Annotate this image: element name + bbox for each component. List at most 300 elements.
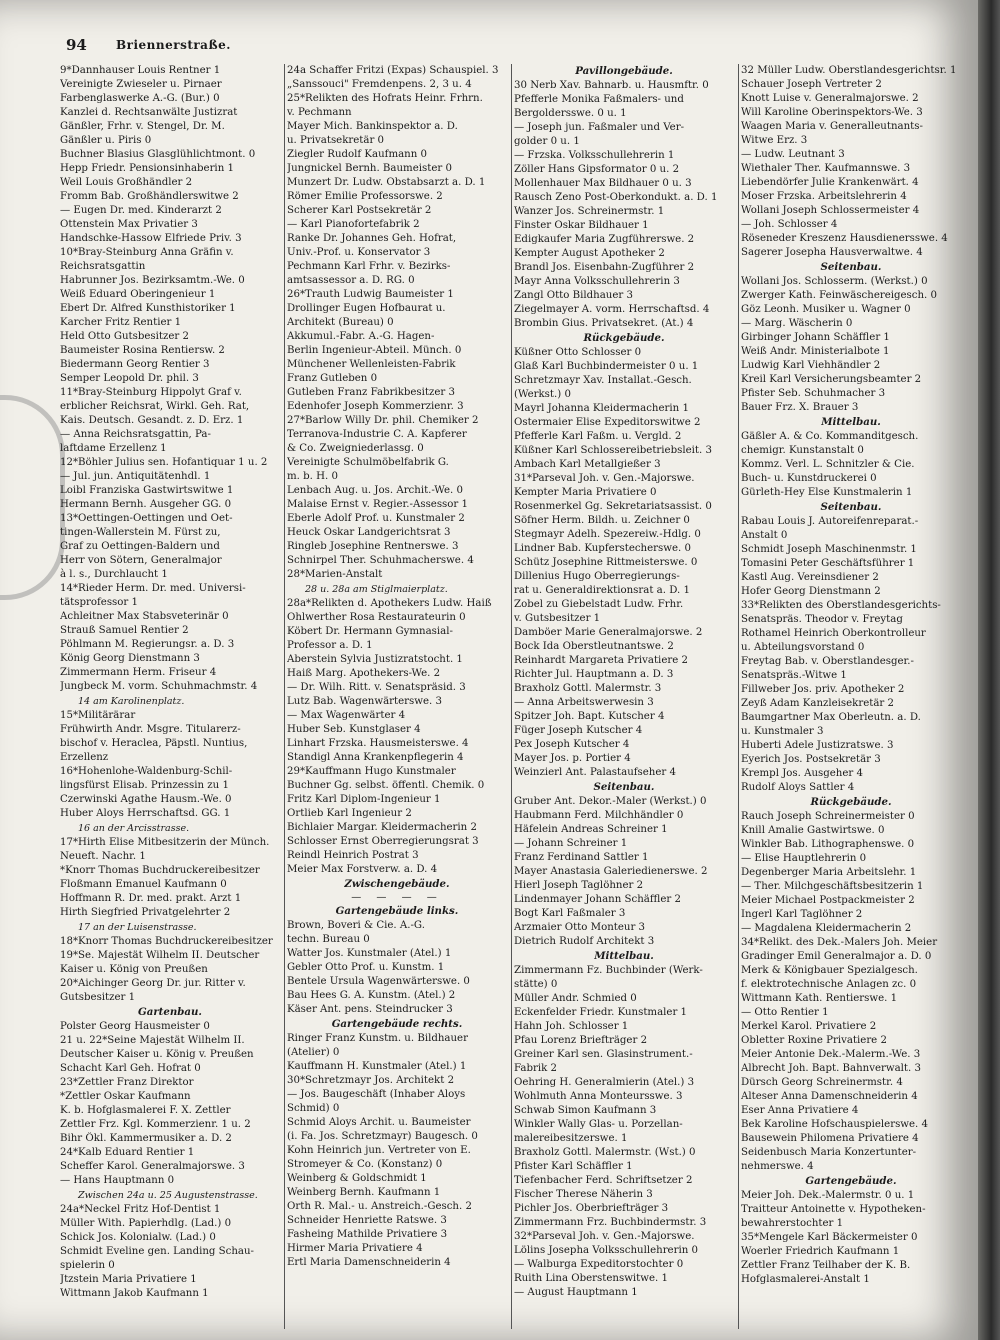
section-heading: Zwischengebäude. [344,878,450,890]
directory-entry: — Joh. Schlosser 4 [741,219,838,230]
directory-entry: Ringleb Josephine Rentnerswe. 3 [287,541,459,552]
directory-entry: Waagen Maria v. Generalleutnants- [741,121,923,132]
directory-entry: Traitteur Antoinette v. Hypotheken- [741,1204,926,1215]
directory-entry: Huber Seb. Kunstglaser 4 [287,724,421,735]
directory-entry: Drollinger Eugen Hofbaurat u. [287,303,446,314]
directory-entry: Zobel zu Giebelstadt Ludw. Frhr. [514,599,684,610]
directory-entry: Zeyß Adam Kanzleisekretär 2 [741,698,895,709]
directory-entry: Berlin Ingenieur-Abteil. Münch. 0 [287,345,462,356]
directory-entry: Ohlwerther Rosa Restaurateurin 0 [287,612,466,623]
directory-entry: 23*Zettler Franz Direktor [60,1077,194,1088]
directory-entry: Fasheing Mathilde Privatiere 3 [287,1229,448,1240]
directory-entry: Stegmayr Adelh. Spezereiw.-Hdlg. 0 [514,529,701,540]
directory-entry: bischof v. Heraclea, Päpstl. Nuntius, [60,738,248,749]
directory-entry: Hofer Georg Dienstmann 2 [741,586,881,597]
directory-entry: Weil Louis Großhändler 2 [60,177,193,188]
directory-entry: Frühwirth Andr. Msgre. Titularerz- [60,724,241,735]
directory-entry: Ludwig Karl Viehhändler 2 [741,360,881,371]
directory-entry: (Atelier) 0 [287,1047,340,1058]
directory-entry: Merkel Karol. Privatiere 2 [741,1021,877,1032]
directory-entry: Meier Max Forstverw. a. D. 4 [287,864,438,875]
directory-entry: malereibesitzerswe. 1 [514,1133,628,1144]
directory-entry: Zöller Hans Gipsformator 0 u. 2 [514,164,680,175]
directory-entry: — Marg. Wäscherin 0 [741,318,853,329]
directory-entry: Vereinigte Schulmöbelfabrik G. [287,457,449,468]
directory-entry: Damböer Marie Generalmajorswe. 2 [514,627,703,638]
directory-entry: (Werkst.) 0 [514,389,571,400]
directory-entry: 31*Parseval Joh. v. Gen.-Majorswe. [514,473,695,484]
directory-entry: Woerler Friedrich Kaufmann 1 [741,1246,900,1257]
directory-entry: Haubmann Ferd. Milchhändler 0 [514,810,684,821]
column-2 [287,64,507,1329]
directory-entry: 12*Böhler Julius sen. Hofantiquar 1 u. 2 [60,457,268,468]
directory-entry: Gänßler u. Piris 0 [60,135,152,146]
directory-entry: Herr von Sötern, Generalmajor [60,555,222,566]
directory-entry: Hahn Joh. Schlosser 1 [514,1021,629,1032]
directory-entry: Buch- u. Kunstdruckerei 0 [741,473,877,484]
directory-entry: Kaiser u. König von Preußen [60,964,208,975]
directory-entry: Jtzstein Maria Privatiere 1 [60,1274,197,1285]
directory-entry: techn. Bureau 0 [287,934,370,945]
directory-entry: 29*Kauffmann Hugo Kunstmaler [287,766,456,777]
page-binding-edge [978,0,1000,1340]
directory-entry: Schacht Karl Geh. Hofrat 0 [60,1063,201,1074]
directory-entry: Hierl Joseph Taglöhner 2 [514,880,644,891]
directory-entry: Moser Frzska. Arbeitslehrerin 4 [741,191,907,202]
directory-entry: Semper Leopold Dr. phil. 3 [60,373,199,384]
directory-entry: 10*Bray-Steinburg Anna Gräfin v. [60,247,234,258]
column-1 [60,64,280,1329]
section-heading: Mittelbau. [821,416,881,428]
directory-entry: Lindner Bab. Kupferstecherswe. 0 [514,543,691,554]
directory-entry: Lenbach Aug. u. Jos. Archit.-We. 0 [287,485,463,496]
directory-entry: 28*Marien-Anstalt [287,569,383,580]
directory-entry: Bau Hees G. A. Kunstm. (Atel.) 2 [287,990,456,1001]
directory-entry: „Sanssouci" Fremdenpens. 2, 3 u. 4 [287,79,472,90]
directory-entry: spielerin 0 [60,1260,115,1271]
directory-entry: Witwe Erz. 3 [741,135,808,146]
directory-entry: (i. Fa. Jos. Schretzmayr) Baugesch. 0 [287,1131,478,1142]
directory-entry: v. Gutsbesitzer 1 [514,613,601,624]
directory-entry: Lutz Bab. Wagenwärterswe. 3 [287,696,442,707]
directory-entry: Füger Joseph Kutscher 4 [514,725,643,736]
directory-entry: Dietrich Rudolf Architekt 3 [514,936,655,947]
directory-entry: Gruber Ant. Dekor.-Maler (Werkst.) 0 [514,796,707,807]
location-note: 16 an der Arcisstrasse. [78,823,190,834]
directory-entry: Weiß Eduard Oberingenieur 1 [60,289,216,300]
directory-entry: Göz Leonh. Musiker u. Wagner 0 [741,304,911,315]
directory-entry: Fabrik 2 [514,1063,557,1074]
directory-entry: Bek Karoline Hofschauspielerswe. 4 [741,1119,929,1130]
directory-entry: Wollani Jos. Schlosserm. (Werkst.) 0 [741,276,928,287]
directory-entry: Albrecht Joh. Bapt. Bahnverwalt. 3 [741,1063,921,1074]
directory-entry: Greiner Karl sen. Glasinstrument.- [514,1049,693,1060]
section-heading: Gartengebäude links. [335,905,459,917]
directory-entry: Kempter August Apotheker 2 [514,248,665,259]
directory-entry: 27*Barlow Willy Dr. phil. Chemiker 2 [287,415,479,426]
section-heading: Seitenbau. [593,781,655,793]
directory-entry: Wohlmuth Anna Monteursswe. 3 [514,1091,683,1102]
directory-entry: Winkler Wally Glas- u. Porzellan- [514,1119,683,1130]
directory-entry: Hoffmann R. Dr. med. prakt. Arzt 1 [60,893,242,904]
directory-entry: Ingerl Karl Taglöhner 2 [741,909,863,920]
directory-entry: Knill Amalie Gastwirtswe. 0 [741,825,885,836]
directory-entry: — Elise Hauptlehrerin 0 [741,853,867,864]
directory-entry: 24*Kalb Eduard Rentier 1 [60,1147,195,1158]
directory-entry: Weinberg & Goldschmidt 1 [287,1173,427,1184]
directory-entry: tätsprofessor 1 [60,597,138,608]
directory-entry: Müller With. Papierhdlg. (Lad.) 0 [60,1218,232,1229]
directory-entry: Dillenius Hugo Oberregierungs- [514,571,680,582]
section-heading: Rückgebäude. [583,332,665,344]
directory-entry: — Anna Arbeitswerwesin 3 [514,697,654,708]
directory-entry: Pfister Seb. Schuhmacher 3 [741,388,886,399]
directory-entry: — Otto Rentier 1 [741,1007,829,1018]
directory-entry: 30 Nerb Xav. Bahnarb. u. Hausmftr. 0 [514,80,709,91]
directory-entry: Rothamel Heinrich Oberkontrolleur [741,628,926,639]
directory-entry: Deutscher Kaiser u. König v. Preußen [60,1049,254,1060]
directory-entry: Buchner Blasius Glasglühlichtmont. 0 [60,149,256,160]
directory-entry: Mayrl Johanna Kleidermacherin 1 [514,403,689,414]
directory-entry: — Magdalena Kleidermacherin 2 [741,923,912,934]
directory-entry: Pechmann Karl Frhr. v. Bezirks- [287,261,451,272]
directory-entry: Schretzmayr Xav. Installat.-Gesch. [514,375,692,386]
directory-entry: Meier Michael Postpackmeister 2 [741,895,915,906]
directory-entry: chemigr. Kunstanstalt 0 [741,445,864,456]
directory-entry: Architekt (Bureau) 0 [287,317,394,328]
directory-entry: 14*Rieder Herm. Dr. med. Universi- [60,583,246,594]
directory-entry: Küßner Karl Schlossereibetriebsleit. 3 [514,445,712,456]
directory-entry: 33*Relikten des Oberstlandesgerichts- [741,600,941,611]
directory-entry: Anstalt 0 [741,530,788,541]
directory-entry: Zettler Frz. Kgl. Kommerzienr. 1 u. 2 [60,1119,251,1130]
directory-entry: Zwerger Kath. Feinwäschereigesch. 0 [741,290,938,301]
directory-entry: Franz Gutleben 0 [287,373,378,384]
directory-entry: Girbinger Johann Schäffler 1 [741,332,890,343]
directory-entry: Degenberger Maria Arbeitslehr. 1 [741,867,917,878]
directory-entry: Winkler Bab. Lithographenswe. 0 [741,839,915,850]
directory-entry: Bauer Frz. X. Brauer 3 [741,402,859,413]
directory-entry: Weinberg Bernh. Kaufmann 1 [287,1187,441,1198]
directory-entry: Mayr Anna Volksschullehrerin 3 [514,276,680,287]
directory-entry: *Knorr Thomas Buchdruckereibesitzer [60,865,260,876]
directory-entry: amtsassessor a. D. RG. 0 [287,275,415,286]
directory-entry: Pfau Lorenz Briefträger 2 [514,1035,648,1046]
directory-entry: Arzmaier Otto Monteur 3 [514,922,646,933]
directory-entry: Schneider Henriette Ratswe. 3 [287,1215,447,1226]
directory-entry: 21 u. 22*Seine Majestät Wilhelm II. [60,1035,245,1046]
directory-entry: — Frzska. Volksschullehrerin 1 [514,150,675,161]
directory-entry: Floßmann Emanuel Kaufmann 0 [60,879,227,890]
directory-entry: Braxholz Gottl. Malermstr. 3 [514,683,662,694]
directory-entry: Zangl Otto Bildhauer 3 [514,290,633,301]
directory-entry: f. elektrotechnische Anlagen zc. 0 [741,979,917,990]
location-note: 14 am Karolinenplatz. [78,696,185,707]
directory-entry: Fischer Therese Näherin 3 [514,1189,653,1200]
directory-entry: Mayer Anastasia Galeriedienerswe. 2 [514,866,708,877]
directory-entry: 30*Schretzmayr Jos. Architekt 2 [287,1075,455,1086]
directory-entry: Gutsbesitzer 1 [60,992,136,1003]
directory-entry: 16*Hohenlohe-Waldenburg-Schil- [60,766,233,777]
directory-entry: Achleitner Max Stabsveterinär 0 [60,611,229,622]
directory-entry: Hermann Bernh. Ausgeher GG. 0 [60,499,232,510]
directory-entry: 18*Knorr Thomas Buchdruckereibesitzer [60,936,273,947]
directory-entry: Römer Emilie Professorswe. 2 [287,191,443,202]
directory-entry: Freytag Bab. v. Oberstlandesger.- [741,656,914,667]
directory-entry: Malaise Ernst v. Regier.-Assessor 1 [287,499,468,510]
directory-entry: 20*Aichinger Georg Dr. jur. Ritter v. [60,978,246,989]
directory-columns [60,64,960,1334]
directory-entry: — Max Wagenwärter 4 [287,710,406,721]
directory-entry: — Eugen Dr. med. Kinderarzt 2 [60,205,222,216]
directory-entry: Buchner Gg. selbst. öffentl. Chemik. 0 [287,780,485,791]
directory-entry: Schmid Aloys Archit. u. Baumeister [287,1117,471,1128]
directory-entry: bewahrerstochter 1 [741,1218,844,1229]
directory-entry: Fritz Karl Diplom-Ingenieur 1 [287,794,441,805]
directory-entry: Brandl Jos. Eisenbahn-Zugführer 2 [514,262,695,273]
directory-entry: 32*Parseval Joh. v. Gen.-Majorswe. [514,1231,695,1242]
directory-entry: — Ludw. Leutnant 3 [741,149,845,160]
directory-entry: — Joseph jun. Faßmaler und Ver- [514,122,685,133]
directory-entry: 15*Militärärar [60,710,136,721]
directory-entry: 19*Se. Majestät Wilhelm II. Deutscher [60,950,260,961]
directory-entry: — Jul. jun. Antiquitätenhdl. 1 [60,471,211,482]
section-heading: Gartenbau. [138,1006,202,1018]
page-number: 94 [66,36,87,54]
directory-entry: Häfelein Andreas Schreiner 1 [514,824,668,835]
directory-entry: Eser Anna Privatiere 4 [741,1105,859,1116]
directory-entry: — Karl Pianofortefabrik 2 [287,219,420,230]
directory-entry: Kauffmann H. Kunstmaler (Atel.) 1 [287,1061,467,1072]
directory-entry: Mayer Mich. Bankinspektor a. D. [287,121,458,132]
directory-entry: Zimmermann Frz. Buchbindermstr. 3 [514,1217,707,1228]
directory-entry: golder 0 u. 1 [514,136,580,147]
directory-entry: Pfefferle Karl Faßm. u. Vergld. 2 [514,431,682,442]
directory-entry: Meier Antonie Dek.-Malerm.-We. 3 [741,1049,921,1060]
directory-entry: à l. s., Durchlaucht 1 [60,569,168,580]
directory-entry: Senatspräs. Theodor v. Freytag [741,614,903,625]
directory-entry: Finster Oskar Bildhauer 1 [514,220,649,231]
paper-clip-shadow [0,395,65,600]
directory-entry: 35*Mengele Karl Bäckermeister 0 [741,1232,918,1243]
directory-entry: König Georg Dienstmann 3 [60,653,200,664]
directory-entry: Heuck Oskar Landgerichtsrat 3 [287,527,451,538]
location-note: Zwischen 24a u. 25 Augustenstrasse. [78,1190,258,1201]
directory-entry: Baumeister Rosina Rentiersw. 2 [60,345,225,356]
directory-entry: Ziegler Rudolf Kaufmann 0 [287,149,428,160]
directory-entry: Käser Ant. pens. Steindrucker 3 [287,1004,453,1015]
directory-entry: 17*Hirth Elise Mitbesitzerin der Münch. [60,837,270,848]
directory-entry: — Hans Hauptmann 0 [60,1175,175,1186]
directory-entry: Söfner Herm. Bildh. u. Zeichner 0 [514,515,690,526]
directory-entry: u. Privatsekretär 0 [287,135,385,146]
directory-entry: Handschke-Hassow Elfriede Priv. 3 [60,233,242,244]
directory-entry: Pöhlmann M. Regierungsr. a. D. 3 [60,639,235,650]
directory-entry: lingsfürst Elisab. Prinzessin zu 1 [60,780,229,791]
directory-entry: Gutleben Franz Fabrikbesitzer 3 [287,387,455,398]
directory-entry: u. Abteilungsvorstand 0 [741,642,865,653]
directory-entry: Weinzierl Ant. Palastaufseher 4 [514,767,676,778]
directory-entry: 34*Relikt. des Dek.-Malers Joh. Meier [741,937,938,948]
directory-entry: 11*Bray-Steinburg Hippolyt Graf v. [60,387,242,398]
directory-entry: Knott Luise v. Generalmajorswe. 2 [741,93,919,104]
directory-entry: Bausewein Philomena Privatiere 4 [741,1133,919,1144]
directory-entry: Eyerich Jos. Postsekretär 3 [741,754,881,765]
directory-entry: Franz Ferdinand Sattler 1 [514,852,649,863]
directory-entry: Erzellenz [60,752,109,763]
directory-entry: — Johann Schreiner 1 [514,838,628,849]
directory-entry: Meier Joh. Dek.-Malermstr. 0 u. 1 [741,1190,915,1201]
section-heading: Pavillongebäude. [575,65,673,77]
directory-entry: Krempl Jos. Ausgeher 4 [741,768,863,779]
street-name: Briennerstraße. [116,38,231,52]
directory-entry: Professor a. D. 1 [287,640,373,651]
section-divider: — — — — [351,892,443,903]
directory-entry: Gäßler A. & Co. Kommanditgesch. [741,431,919,442]
directory-entry: Brombin Gius. Privatsekret. (At.) 4 [514,318,694,329]
directory-entry: Kastl Aug. Vereinsdiener 2 [741,572,879,583]
directory-entry: Held Otto Gutsbesitzer 2 [60,331,189,342]
directory-entry: Pfister Karl Schäffler 1 [514,1161,633,1172]
directory-entry: Orth R. Mal.- u. Anstreich.-Gesch. 2 [287,1201,472,1212]
directory-entry: m. b. H. 0 [287,471,338,482]
directory-entry: K. b. Hofglasmalerei F. X. Zettler [60,1105,231,1116]
directory-entry: Merk & Königbauer Spezialgesch. [741,965,918,976]
directory-entry: 32 Müller Ludw. Oberstlandesgerichtsr. 1 [741,65,957,76]
directory-entry: Hepp Friedr. Pensionsinhaberin 1 [60,163,234,174]
directory-entry: Müller Andr. Schmied 0 [514,993,637,1004]
directory-entry: Gebler Otto Prof. u. Kunstm. 1 [287,962,445,973]
directory-entry: Scherer Karl Postsekretär 2 [287,205,432,216]
directory-entry: 24a*Neckel Fritz Hof-Dentist 1 [60,1204,221,1215]
directory-entry: — Jos. Baugeschäft (Inhaber Aloys [287,1089,466,1100]
directory-entry: Reindl Heinrich Postrat 3 [287,850,419,861]
directory-entry: Akkumul.-Fabr. A.-G. Hagen- [287,331,435,342]
directory-entry: rat u. Generaldirektionsrat a. D. 1 [514,585,690,596]
directory-entry: Hirmer Maria Privatiere 4 [287,1243,423,1254]
directory-entry: u. Kunstmaler 3 [741,726,824,737]
directory-entry: Mollenhauer Max Bildhauer 0 u. 3 [514,178,692,189]
directory-entry: Kreil Karl Versicherungsbeamter 2 [741,374,922,385]
directory-entry: — August Hauptmann 1 [514,1287,638,1298]
directory-entry: & Co. Zweigniederlassg. 0 [287,443,424,454]
directory-entry: Bihr Ökl. Kammermusiker a. D. 2 [60,1133,232,1144]
directory-entry: Liebendörfer Julie Krankenwärt. 4 [741,177,919,188]
directory-entry: Wanzer Jos. Schreinermstr. 1 [514,206,665,217]
directory-entry: 25*Relikten des Hofrats Heinr. Frhrn. [287,93,483,104]
directory-entry: Bergoldersswe. 0 u. 1 [514,108,627,119]
directory-entry: Alteser Anna Damenschneiderin 4 [741,1091,918,1102]
directory-entry: Schick Jos. Kolonialw. (Lad.) 0 [60,1232,216,1243]
directory-entry: Köbert Dr. Hermann Gymnasial- [287,626,453,637]
directory-entry: Ertl Maria Damenschneiderin 4 [287,1257,451,1268]
directory-entry: Wittmann Kath. Rentierswe. 1 [741,993,898,1004]
directory-entry: Loibl Franziska Gastwirtswitwe 1 [60,485,234,496]
directory-entry: Farbenglaswerke A.-G. (Bur.) 0 [60,93,220,104]
directory-entry: Graf zu Oettingen-Baldern und [60,541,220,552]
directory-entry: Vereinigte Zwieseler u. Pirnaer [60,79,222,90]
directory-entry: Rudolf Aloys Sattler 4 [741,782,855,793]
directory-entry: Strauß Samuel Rentier 2 [60,625,189,636]
directory-entry: Kohn Heinrich jun. Vertreter von E. [287,1145,471,1156]
directory-entry: Gänßler, Frhr. v. Stengel, Dr. M. [60,121,225,132]
directory-entry: 24a Schaffer Fritzi (Expas) Schauspiel. 3 [287,65,499,76]
directory-entry: *Zettler Oskar Kaufmann [60,1091,191,1102]
directory-entry: Kais. Deutsch. Gesandt. z. D. Erz. 1 [60,415,244,426]
directory-entry: Rauch Joseph Schreinermeister 0 [741,811,915,822]
directory-entry: Bichlaier Margar. Kleidermacherin 2 [287,822,477,833]
section-heading: Seitenbau. [820,261,882,273]
directory-entry: Czerwinski Agathe Hausm.-We. 0 [60,794,232,805]
directory-entry: Eberle Adolf Prof. u. Kunstmaler 2 [287,513,465,524]
directory-entry: Rausch Zeno Post-Oberkondukt. a. D. 1 [514,192,718,203]
directory-entry: Mayer Jos. p. Portier 4 [514,753,631,764]
directory-entry: stätte) 0 [514,979,558,990]
directory-entry: Schnirpel Ther. Schuhmacherswe. 4 [287,555,474,566]
directory-entry: Obletter Roxine Privatiere 2 [741,1035,887,1046]
directory-entry: — Anna Reichsratsgattin, Pa- [60,429,211,440]
column-3 [514,64,734,1329]
directory-entry: laftdame Erzellenz 1 [60,443,167,454]
directory-entry: Lindenmayer Johann Schäffler 2 [514,894,681,905]
directory-entry: Schwab Simon Kaufmann 3 [514,1105,657,1116]
directory-entry: Munzert Dr. Ludw. Obstabsarzt a. D. 1 [287,177,486,188]
column-4 [741,64,961,1329]
directory-entry: Richter Jul. Hauptmann a. D. 3 [514,669,674,680]
directory-entry: Ziegelmayer A. vorm. Herrschaftsd. 4 [514,304,710,315]
directory-entry: Jungbeck M. vorm. Schuhmachmstr. 4 [60,681,258,692]
directory-entry: Brown, Boveri & Cie. A.-G. [287,920,425,931]
directory-entry: Hofglasmalerei-Anstalt 1 [741,1274,870,1285]
directory-entry: Baumgartner Max Oberleutn. a. D. [741,712,921,723]
directory-entry: 28a*Relikten d. Apothekers Ludw. Haiß [287,598,492,609]
directory-entry: Kanzlei d. Rechtsanwälte Justizrat [60,107,238,118]
directory-entry: Pichler Jos. Oberbriefträger 3 [514,1203,669,1214]
directory-entry: Glaß Karl Buchbindermeister 0 u. 1 [514,361,699,372]
directory-entry: Hirth Siegfried Privatgelehrter 2 [60,907,231,918]
directory-entry: Scheffer Karol. Generalmajorswe. 3 [60,1161,245,1172]
directory-entry: Watter Jos. Kunstmaler (Atel.) 1 [287,948,452,959]
page-header [66,36,946,56]
directory-entry: Polster Georg Hausmeister 0 [60,1021,210,1032]
directory-entry: 26*Trauth Ludwig Baumeister 1 [287,289,454,300]
directory-entry: Huber Aloys Herrschaftsd. GG. 1 [60,808,231,819]
directory-entry: Jungnickel Bernh. Baumeister 0 [287,163,452,174]
directory-entry: Ruith Lina Oberstenswitwe. 1 [514,1273,668,1284]
directory-entry: Habrunner Jos. Bezirksamtm.-We. 0 [60,275,245,286]
directory-entry: Reichsratsgattin [60,261,146,272]
directory-entry: Ortlieb Karl Ingenieur 2 [287,808,412,819]
location-note: 28 u. 28a am Stiglmaierplatz. [305,584,448,595]
directory-entry: Kempter Maria Privatiere 0 [514,487,657,498]
directory-entry: — Walburga Expeditorstochter 0 [514,1259,684,1270]
directory-entry: erblicher Reichsrat, Wirkl. Geh. Rat, [60,401,250,412]
directory-entry: Schmidt Eveline gen. Landing Schau- [60,1246,254,1257]
directory-entry: Fromm Bab. Großhändlerswitwe 2 [60,191,239,202]
directory-entry: Stromeyer & Co. (Konstanz) 0 [287,1159,443,1170]
directory-entry: Fillweber Jos. priv. Apotheker 2 [741,684,905,695]
directory-entry: Münchener Wellenleisten-Fabrik [287,359,456,370]
directory-entry: Ebert Dr. Alfred Kunsthistoriker 1 [60,303,236,314]
directory-entry: Senatspräs.-Witwe 1 [741,670,847,681]
directory-entry: Schlosser Ernst Oberregierungsrat 3 [287,836,479,847]
directory-entry: Eckenfelder Friedr. Kunstmaler 1 [514,1007,688,1018]
directory-entry: Ambach Karl Metallgießer 3 [514,459,661,470]
section-heading: Seitenbau. [820,501,882,513]
directory-entry: Karcher Fritz Rentier 1 [60,317,182,328]
directory-entry: Wollani Joseph Schlossermeister 4 [741,205,920,216]
directory-entry: Haiß Marg. Apothekers-We. 2 [287,668,441,679]
